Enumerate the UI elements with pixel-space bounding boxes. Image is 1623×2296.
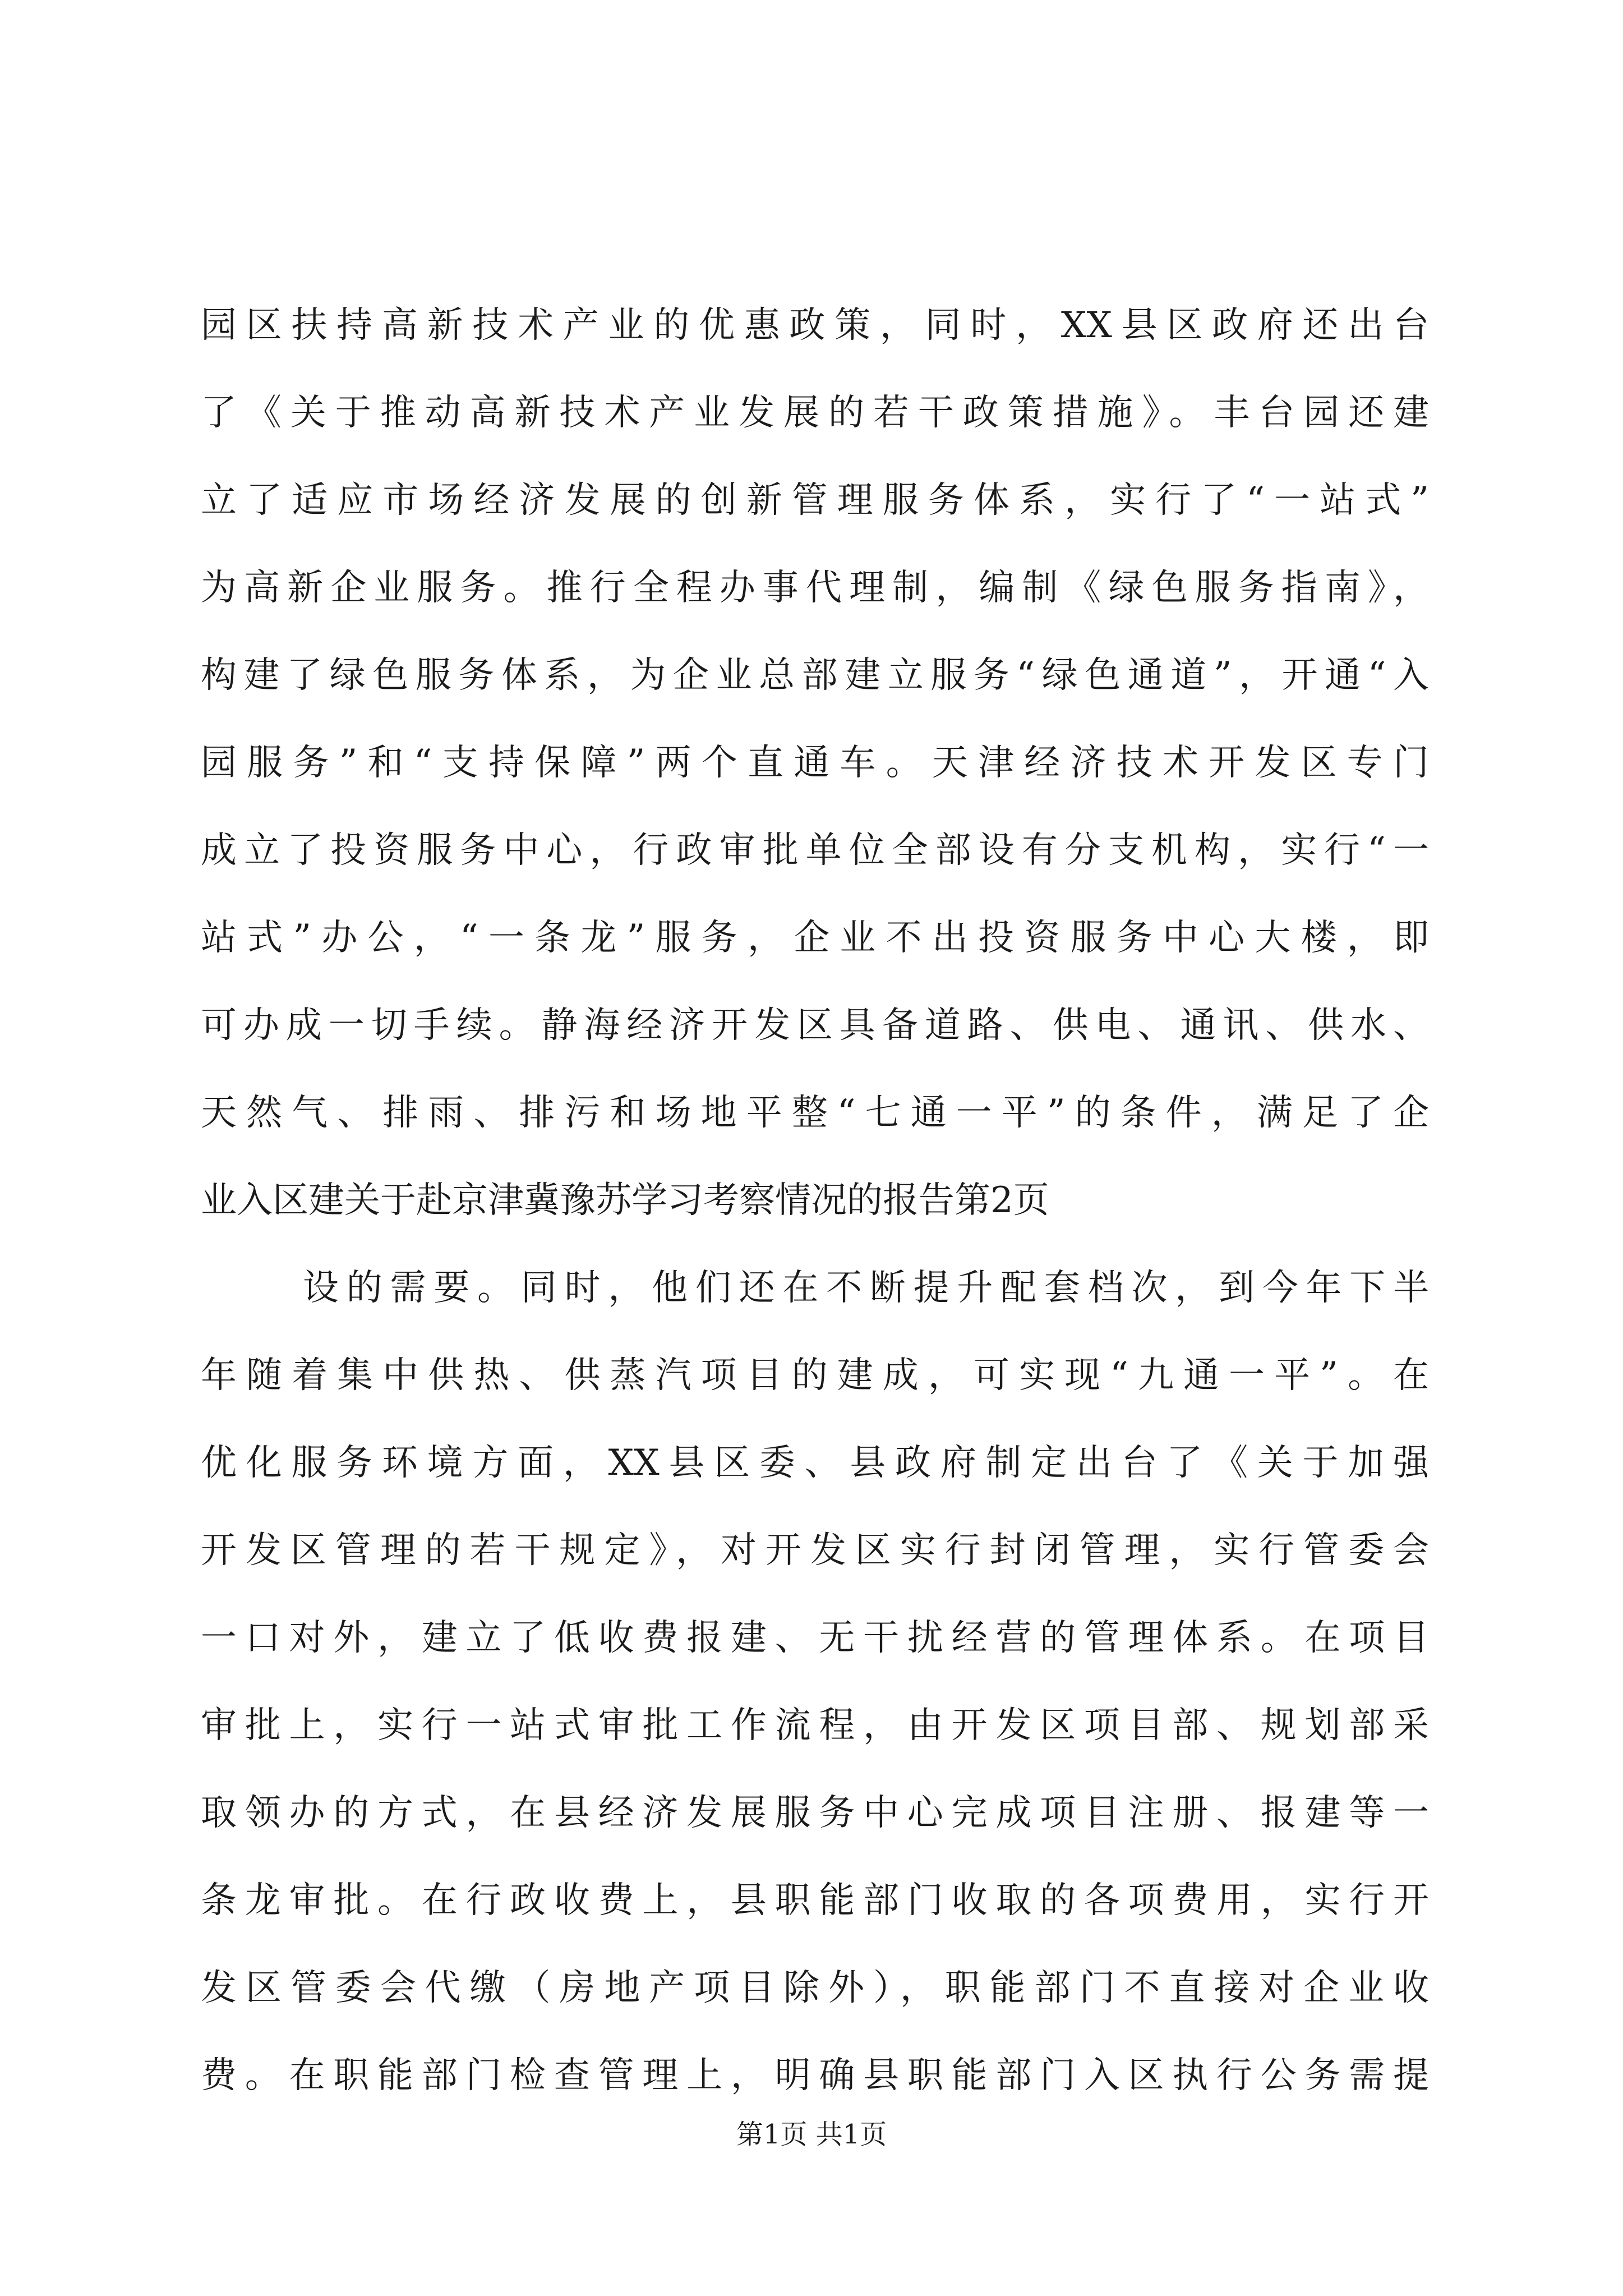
text-line-10: 天然气、排雨、排污和场地平整“七通一平”的条件，满足了企	[201, 1092, 1429, 1134]
text-line-18: 取领办的方式，在县经济发展服务中心完成项目注册、报建等一	[201, 1792, 1429, 1834]
text-line-12: 设的需要。同时，他们还在不断提升配套档次，到今年下半	[303, 1267, 1429, 1309]
text-line-3: 立了适应市场经济发展的创新管理服务体系，实行了“一站式”	[201, 480, 1429, 521]
text-line-7: 成立了投资服务中心，行政审批单位全部设有分支机构，实行“一	[201, 830, 1429, 871]
text-line-4: 为高新企业服务。推行全程办事代理制，编制《绿色服务指南》，	[201, 567, 1429, 609]
text-line-5: 构建了绿色服务体系，为企业总部建立服务“绿色通道”，开通“入	[201, 655, 1429, 696]
text-line-9: 可办成一切手续。静海经济开发区具备道路、供电、通讯、供水、	[201, 1005, 1429, 1046]
text-line-20: 发区管委会代缴（房地产项目除外），职能部门不直接对企业收	[201, 1967, 1429, 2009]
page-footer: 第1页 共1页	[736, 2119, 887, 2150]
text-line-8: 站式”办公，“一条龙”服务，企业不出投资服务中心大楼，即	[201, 917, 1429, 959]
text-line-11: 业入区建关于赴京津冀豫苏学习考察情况的报告第2页	[201, 1180, 1049, 1221]
text-line-1: 园区扶持高新技术产业的优惠政策，同时，XX县区政府还出台	[201, 305, 1429, 346]
text-line-13: 年随着集中供热、供蒸汽项目的建成，可实现“九通一平”。在	[201, 1355, 1429, 1396]
text-line-19: 条龙审批。在行政收费上，县职能部门收取的各项费用，实行开	[201, 1880, 1429, 1921]
text-line-14: 优化服务环境方面，XX县区委、县政府制定出台了《关于加强	[201, 1442, 1429, 1484]
text-line-6: 园服务”和“支持保障”两个直通车。天津经济技术开发区专门	[201, 742, 1429, 784]
text-line-17: 审批上，实行一站式审批工作流程，由开发区项目部、规划部采	[201, 1705, 1429, 1746]
text-line-16: 一口对外，建立了低收费报建、无干扰经营的管理体系。在项目	[201, 1617, 1429, 1659]
text-line-21: 费。在职能部门检查管理上，明确县职能部门入区执行公务需提	[201, 2055, 1429, 2096]
text-line-15: 开发区管理的若干规定》，对开发区实行封闭管理，实行管委会	[201, 1530, 1429, 1571]
text-line-2: 了《关于推动高新技术产业发展的若干政策措施》。丰台园还建	[201, 392, 1429, 434]
